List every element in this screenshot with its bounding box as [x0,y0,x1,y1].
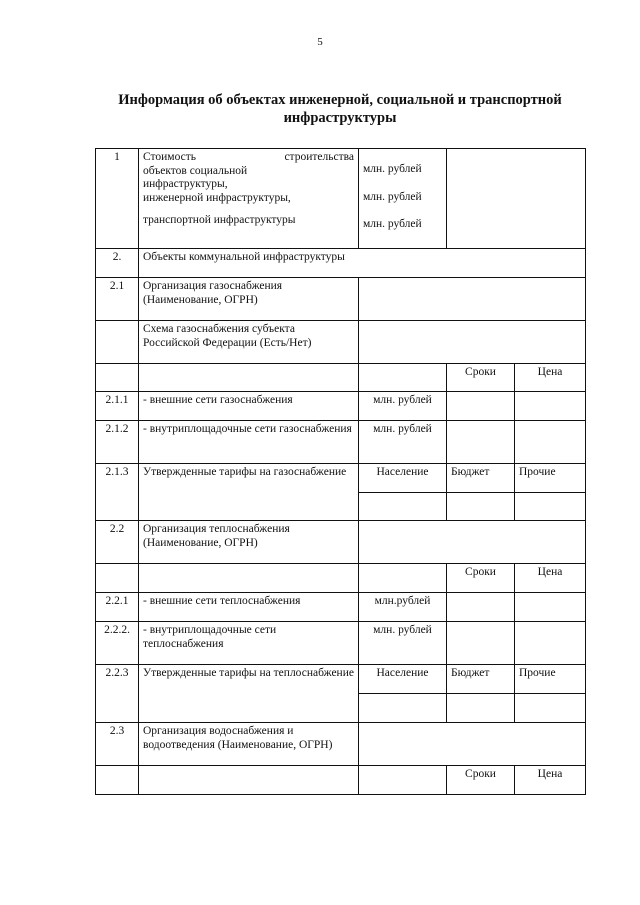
gas-tariff-label: Утвержденные тарифы на газоснабжение [139,464,359,521]
table-row [96,149,586,249]
row-number: 2.3 [96,723,139,766]
empty-cell [96,321,139,364]
tariff-budget-header: Бюджет [447,464,515,493]
row-number: 1 [96,149,139,249]
section-heading: Объекты коммунальной инфраструктуры [139,249,586,278]
row-number: 2. [96,249,139,278]
row-number: 2.1.1 [96,392,139,421]
empty-cell [359,564,447,593]
row-number: 2.1 [96,278,139,321]
table-row [96,321,586,364]
tariff-population-header: Население [359,665,447,694]
row-number: 2.2.1 [96,593,139,622]
table-row [96,622,586,665]
row-number: 2.2.2. [96,622,139,665]
table-row [96,464,586,493]
empty-cell [515,593,586,622]
empty-cell [515,622,586,665]
table-row [96,521,586,564]
price-header: Цена [515,364,586,392]
infrastructure-table [95,148,586,795]
water-org-label: Организация водоснабжения и водоотведения (Наименование, ОГРН) [139,723,359,766]
tariff-budget-header: Бюджет [447,665,515,694]
empty-cell [447,593,515,622]
empty-cell [96,766,139,795]
heat-external-label: - внешние сети теплоснабжения [139,593,359,622]
page-number: 5 [317,36,323,48]
gas-internal-label: - внутриплощадочные сети газоснабжения [139,421,359,464]
water-org-value [359,723,586,766]
empty-cell [139,564,359,593]
empty-cell [96,564,139,593]
empty-cell [359,766,447,795]
gas-org-value [359,278,586,321]
cost-label: Стоимость строительства объектов социальной инфраструктуры, инженерной инфраструктуры, транспортной инфраструктуры [139,149,359,249]
gas-scheme-value [359,321,586,364]
empty-cell [139,766,359,795]
row-number: 2.2.3 [96,665,139,723]
table-row [96,665,586,694]
heat-internal-unit: млн. рублей [359,622,447,665]
empty-cell [447,694,515,723]
table-row [96,421,586,464]
heat-internal-label: - внутриплощадочные сети теплоснабжения [139,622,359,665]
table-row [96,723,586,766]
gas-internal-unit: млн. рублей [359,421,447,464]
empty-cell [515,694,586,723]
table-row [96,766,586,795]
empty-cell [447,392,515,421]
tariff-other-header: Прочие [515,665,586,694]
cost-units: млн. рублей млн. рублей млн. рублей [359,149,447,249]
table-row [96,278,586,321]
gas-org-label: Организация газоснабжения (Наименование, ОГРН) [139,278,359,321]
empty-cell [447,493,515,521]
cost-value-cell [447,149,586,249]
empty-cell [359,694,447,723]
empty-cell [447,622,515,665]
row-number: 2.1.3 [96,464,139,521]
row-number: 2.2 [96,521,139,564]
terms-header: Сроки [447,564,515,593]
heat-external-unit: млн.рублей [359,593,447,622]
gas-external-label: - внешние сети газоснабжения [139,392,359,421]
price-header: Цена [515,564,586,593]
empty-cell [515,421,586,464]
heat-tariff-label: Утвержденные тарифы на теплоснабжение [139,665,359,723]
document-title: Информация об объектах инженерной, социальной и транспортной инфраструктуры [118,92,562,126]
empty-cell [515,392,586,421]
heat-org-label: Организация теплоснабжения (Наименование, ОГРН) [139,521,359,564]
table-row [96,564,586,593]
empty-cell [359,364,447,392]
table-row [96,249,586,278]
row-number: 2.1.2 [96,421,139,464]
terms-header: Сроки [447,364,515,392]
empty-cell [359,493,447,521]
table-row [96,593,586,622]
gas-scheme-label: Схема газоснабжения субъекта Российской Федерации (Есть/Нет) [139,321,359,364]
tariff-population-header: Население [359,464,447,493]
table-row [96,392,586,421]
empty-cell [447,421,515,464]
terms-header: Сроки [447,766,515,795]
price-header: Цена [515,766,586,795]
tariff-other-header: Прочие [515,464,586,493]
empty-cell [139,364,359,392]
empty-cell [515,493,586,521]
empty-cell [96,364,139,392]
heat-org-value [359,521,586,564]
gas-external-unit: млн. рублей [359,392,447,421]
table-row [96,364,586,392]
